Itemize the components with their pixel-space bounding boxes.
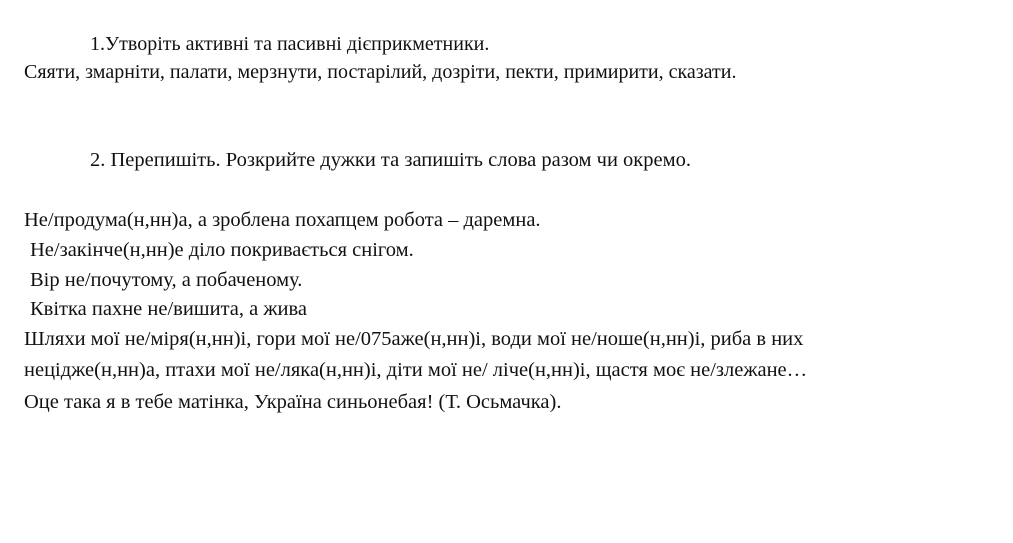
task2-sentence-6: нецідже(н,нн)а, птахи мої не/ляка(н,нн)і, діти мої не/ ліче(н,нн)і, щастя моє не/злежане… <box>24 359 808 381</box>
task2-sentence-2: Не/закінче(н,нн)е діло покривається снігом. <box>30 239 414 261</box>
task1-word-list: Сяяти, змарніти, палати, мерзнути, постарілий, дозріти, пекти, примирити, сказати. <box>24 61 737 83</box>
task2-sentence-3: Вір не/почутому, а побаченому. <box>30 269 303 291</box>
task2-heading: 2. Перепишіть. Розкрийте дужки та запишіть слова разом чи окремо. <box>90 149 691 171</box>
task1-heading: 1.Утворіть активні та пасивні дієприкметники. <box>90 33 490 55</box>
task2-sentence-4: Квітка пахне не/вишита, а жива <box>30 298 307 320</box>
task2-sentence-7: Оце така я в тебе матінка, Україна синьонебая! (Т. Осьмачка). <box>24 391 562 413</box>
task2-sentence-1: Не/продума(н,нн)а, а зроблена похапцем робота – даремна. <box>24 209 541 231</box>
task2-sentence-5: Шляхи мої не/міря(н,нн)і, гори мої не/075аже(н,нн)і, води мої не/ноше(н,нн)і, риба в них <box>24 328 804 350</box>
